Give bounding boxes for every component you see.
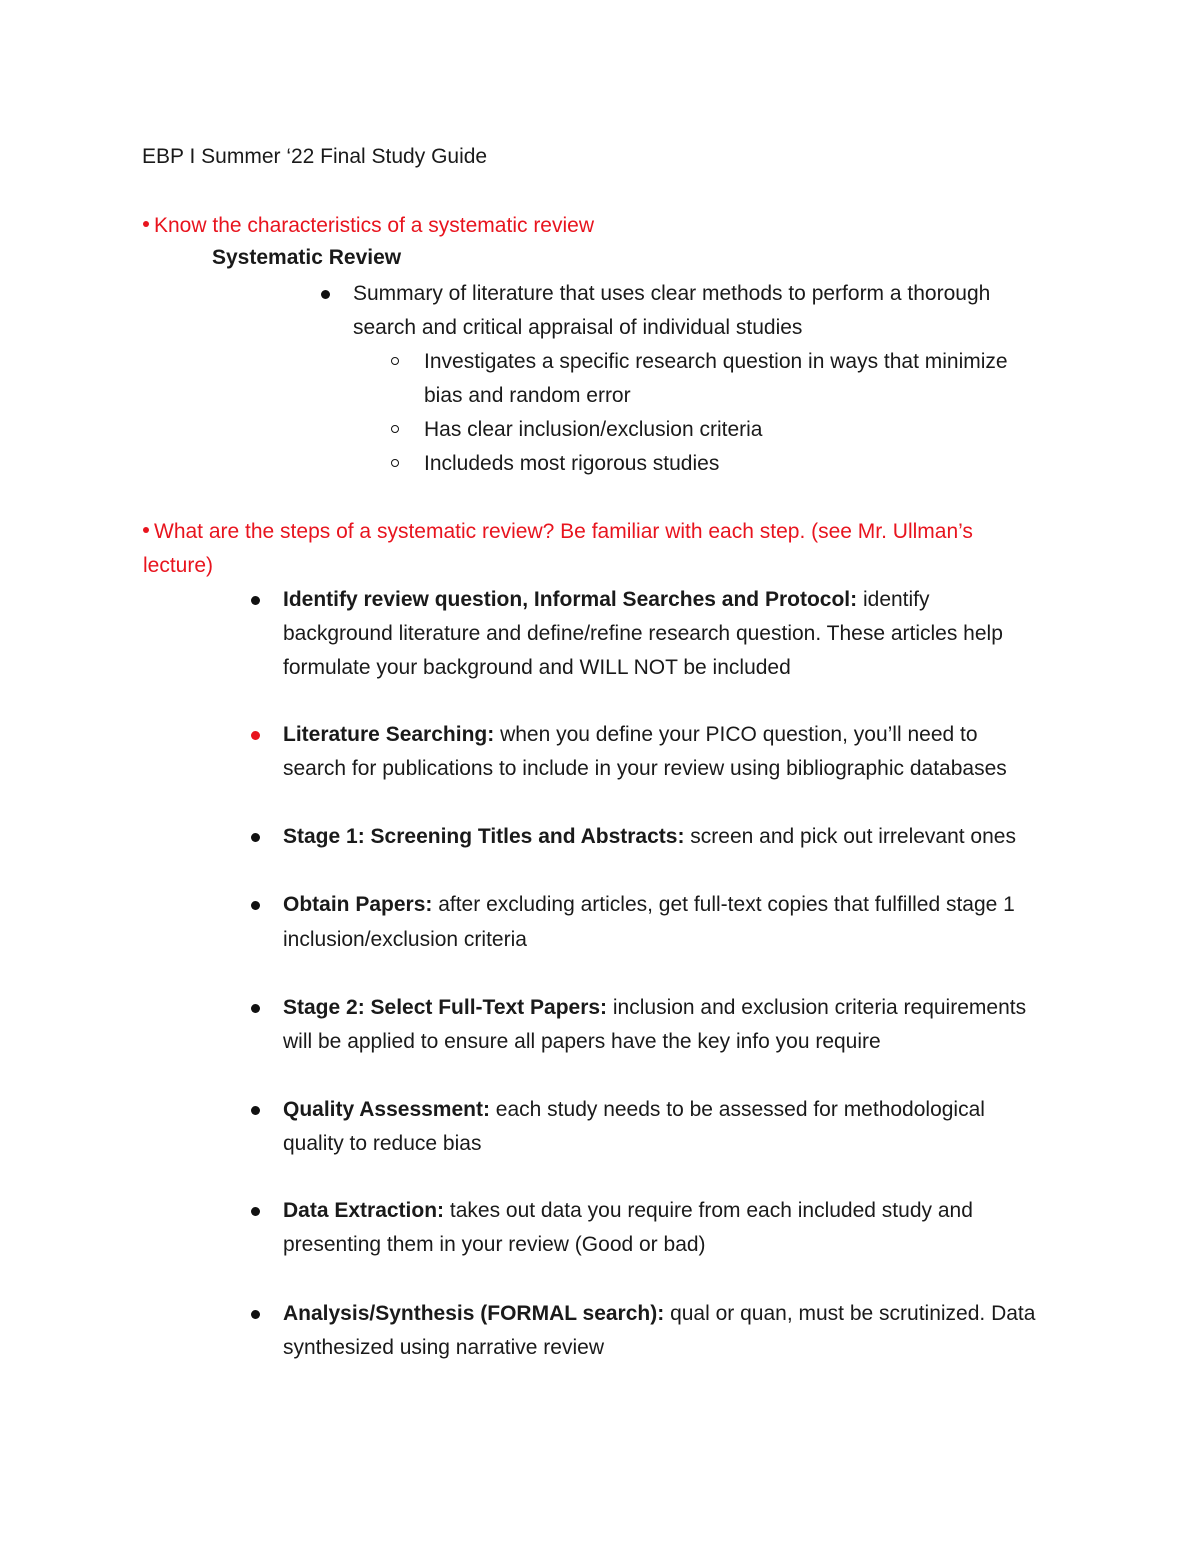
step-stage-2-select [283,991,1026,1025]
sub-item-1-line-2: bias and random error [424,384,631,407]
step-desc: screen and pick out irrelevant ones [684,825,1016,848]
step-stage-2-desc-line-2: will be applied to ensure all papers have the key info you require [283,1030,881,1053]
small-bullet-icon [143,221,149,227]
systematic-review-heading: Systematic Review [212,246,402,269]
bullet-dot-icon [251,1004,260,1013]
step-term: Data Extraction: [283,1199,445,1222]
section1-prompt-text: Know the characteristics of a systematic review [154,214,594,237]
step-desc: identify [857,588,930,611]
step-term: Stage 2: Select Full-Text Papers: [283,996,608,1019]
bullet-dot-icon [251,833,260,842]
step-term: Analysis/Synthesis (FORMAL search): [283,1302,665,1325]
step-analysis-desc-line-2: synthesized using narrative review [283,1336,604,1359]
step-quality-desc-line-2: quality to reduce bias [283,1132,482,1155]
hollow-bullet-icon [391,357,399,365]
step-desc: qual or quan, must be scrutinized. Data [664,1302,1036,1325]
step-data-extraction-desc-line-2: presenting them in your review (Good or bad) [283,1233,706,1256]
step-desc: takes out data you require from each included study and [444,1199,973,1222]
bullet-dot-icon [251,1207,260,1216]
step-term: Quality Assessment: [283,1098,490,1121]
bullet-dot-icon [251,596,260,605]
bullet-dot-icon [251,1310,260,1319]
sub-item-1-line-1: Investigates a specific research question in ways that minimize [424,350,1008,373]
step-desc: after excluding articles, get full-text copies that fulfilled stage 1 [432,893,1015,916]
step-obtain-papers [283,888,1015,922]
step-term: Literature Searching: [283,723,495,746]
small-bullet-icon [143,527,149,533]
step-data-extraction [283,1194,973,1228]
step-literature-searching [283,718,978,752]
step-quality-assessment [283,1093,985,1127]
section2-prompt-line-2: lecture) [143,554,214,577]
step-desc: inclusion and exclusion criteria requirements [607,996,1027,1019]
step-desc: each study needs to be assessed for methodological [489,1098,985,1121]
step-term: Obtain Papers: [283,893,433,916]
summary-line-1: Summary of literature that uses clear methods to perform a thorough [353,282,991,305]
hollow-bullet-icon [391,459,399,467]
section2-prompt-text: What are the steps of a systematic review? Be familiar with each step. (see Mr. Ullman’s [154,520,973,543]
step-stage-1-screening [283,820,1016,854]
step-term: Stage 1: Screening Titles and Abstracts: [283,825,685,848]
sub-item-2: Has clear inclusion/exclusion criteria [424,418,763,441]
step-desc: when you define your PICO question, you’ll need to [494,723,978,746]
section1-prompt [143,209,594,243]
document-title: EBP I Summer ‘22 Final Study Guide [142,145,488,168]
step-identify-desc-line-3: formulate your background and WILL NOT be included [283,656,791,679]
step-identify-desc-line-2: background literature and define/refine research question. These articles help [283,622,1003,645]
bullet-dot-icon [251,1106,260,1115]
sub-item-3: Includeds most rigorous studies [424,452,720,475]
step-identify-review-question [283,583,930,617]
step-literature-desc-line-2: search for publications to include in your review using bibliographic databases [283,757,1007,780]
red-bullet-dot-icon [251,731,260,740]
summary-line-2: search and critical appraisal of individual studies [353,316,803,339]
step-analysis-synthesis [283,1297,1035,1331]
bullet-dot-icon [321,290,330,299]
hollow-bullet-icon [391,425,399,433]
bullet-dot-icon [251,901,260,910]
step-obtain-desc-line-2: inclusion/exclusion criteria [283,928,527,951]
step-term: Identify review question, Informal Searches and Protocol: [283,588,858,611]
section2-prompt-line-1 [143,515,973,549]
